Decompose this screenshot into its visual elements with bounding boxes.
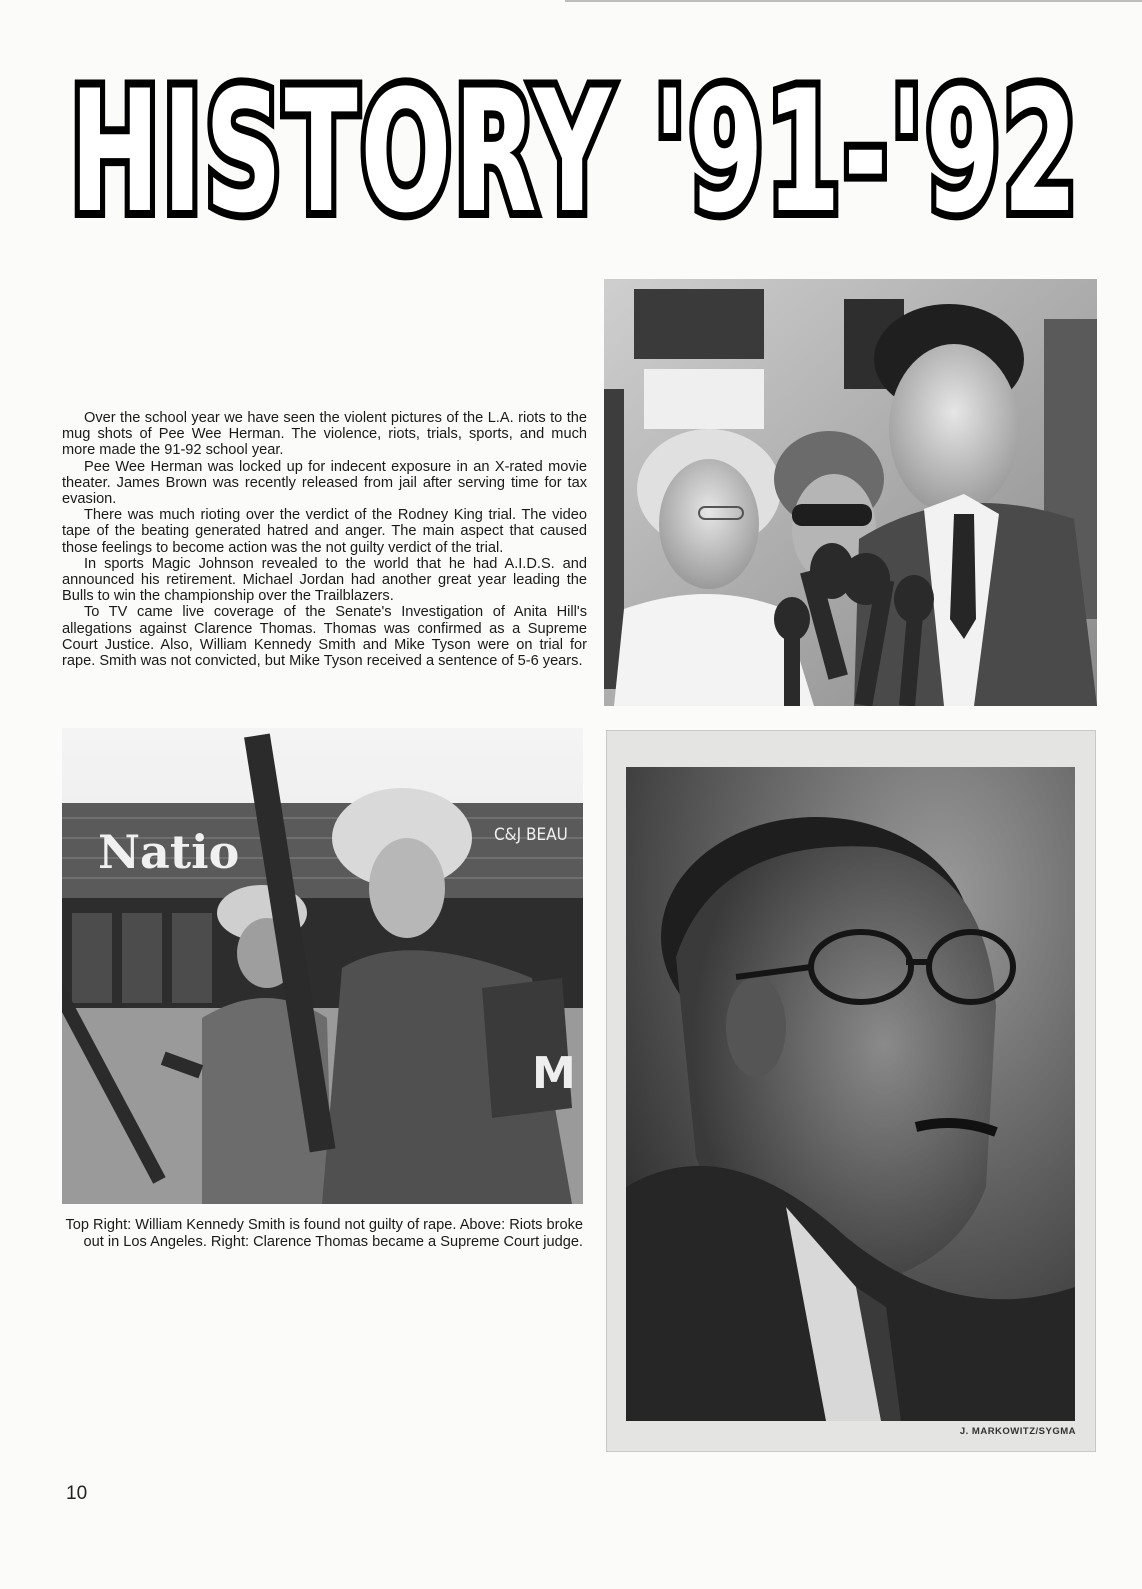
top-rule xyxy=(565,0,1142,2)
article-paragraph: In sports Magic Johnson revealed to the world that he had A.I.D.S. and announced his retirement. Michael Jordan had another great year leading the Bulls to win the championship over the Trailblazers. xyxy=(62,555,587,605)
article-paragraph: There was much rioting over the verdict of the Rodney King trial. The video tape of the beating generated hatred and anger. The main aspect that caused those feelings to become action was the not guilty verdict of the trial. xyxy=(62,507,587,556)
article-paragraph: Pee Wee Herman was locked up for indecent exposure in an X-rated movie theater. James Brown was recently released from jail after serving time for tax evasion. xyxy=(62,458,587,508)
photo-la-riots xyxy=(62,728,583,1204)
article-body xyxy=(62,410,587,669)
page-number: 10 xyxy=(66,1483,88,1504)
photo-caption: Top Right: William Kennedy Smith is found not guilty of rape. Above: Riots broke out in Los Angeles. Right: Clarence Thomas became a Supreme Court judge. xyxy=(65,1217,583,1250)
headline-text: HISTORY '91-'92 xyxy=(70,54,1080,235)
photo-credit: J. MARKOWITZ/SYGMA xyxy=(959,1426,1076,1437)
article-paragraph: Over the school year we have seen the violent pictures of the L.A. riots to the mug shots of Pee Wee Herman. The violence, riots, trials, sports, and much more made the 91-92 school year. xyxy=(62,410,587,459)
photo-clarence-thomas xyxy=(626,767,1075,1421)
store-sign-text: Natio xyxy=(98,825,240,879)
store-sign-text-2: C&J BEAU xyxy=(494,825,568,845)
photo-william-kennedy-smith xyxy=(604,279,1097,706)
vest-letters: M xyxy=(532,1048,576,1099)
article-paragraph: To TV came live coverage of the Senate's Investigation of Anita Hill's allegations against Clarence Thomas. Thomas was confirmed as a Supreme Court Justice. Also, William Kennedy Smith and Mike Tyson were on trial for rape. Smith was not convicted, but Mike Tyson received a sentence of 5-6 years. xyxy=(62,604,587,670)
page-headline xyxy=(60,50,1090,235)
